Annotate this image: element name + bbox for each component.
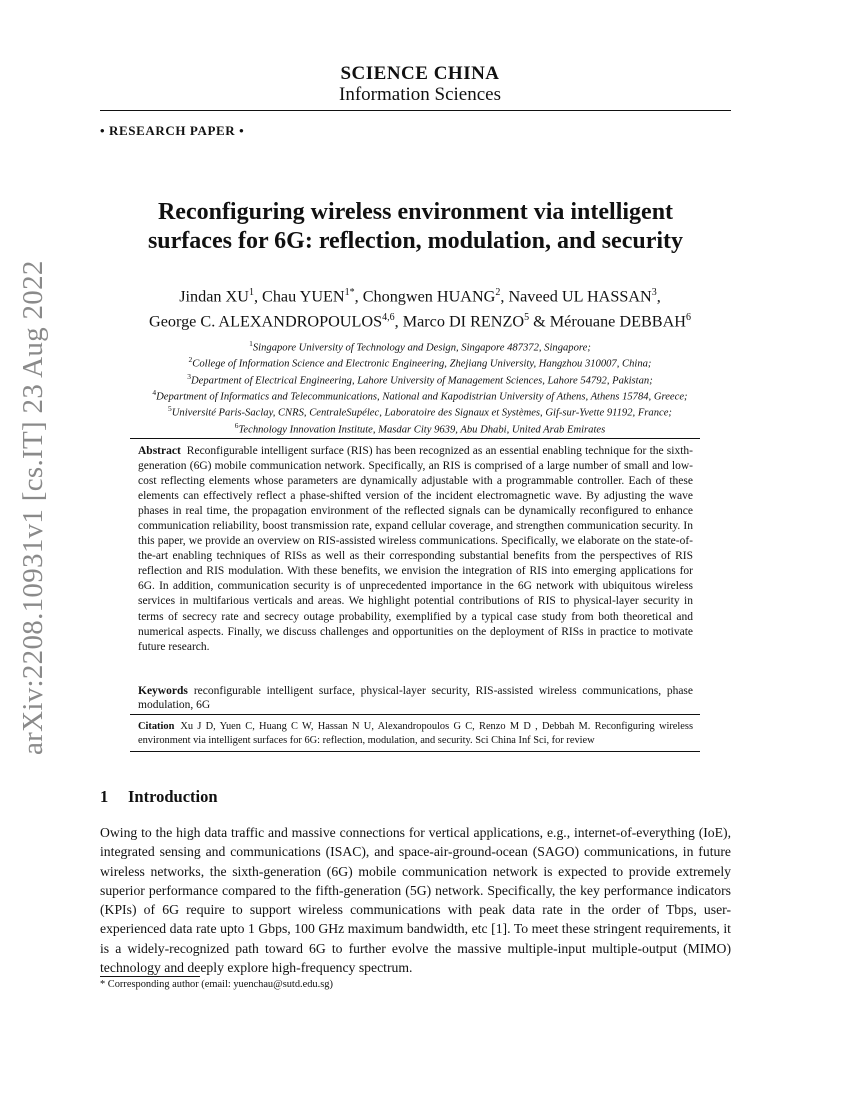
affiliation: $^2$College of Information Science and Electronic Engineering, Zhejiang University, Hangzhou 310007, China; (188, 355, 652, 370)
journal-subtitle: Information Sciences (339, 84, 501, 105)
author-affiliation-mark: 1* (344, 287, 355, 298)
footnote-rule (100, 976, 200, 977)
header-rule (100, 110, 731, 111)
abstract-top-rule (130, 438, 700, 439)
abstract (138, 444, 693, 655)
author-name: Mérouane DEBBAH (549, 312, 686, 331)
paper-type: • RESEARCH PAPER • (100, 123, 245, 138)
section-title: Introduction (128, 787, 218, 806)
affiliation-list (40, 338, 800, 436)
author-affiliation-mark: 4,6 (382, 312, 395, 324)
author-line-1: Jindan $XU^1$, Chau $YUEN^{1*}$, Chongwen HUANG$^2$, Naveed UL HASSAN$^3$, (179, 287, 661, 306)
paper-title (100, 198, 731, 256)
affiliation: $^1$Singapore University of Technology and Design, Singapore 487372, Singapore; (249, 339, 591, 354)
title-line-2: surfaces for 6G: reflection, modulation, and security (147, 228, 684, 254)
footnote: * Corresponding author (email: yuenchau@sutd.edu.sg) (100, 979, 333, 990)
author-name: Chau YUEN (262, 287, 345, 306)
citation-rule (130, 714, 700, 715)
affiliation: $^3$Department of Electrical Engineering, Lahore University of Management Sciences, Lahore 54792, Pakistan; (187, 371, 653, 387)
citation (138, 720, 693, 748)
author-list (80, 282, 760, 333)
keywords (138, 684, 693, 712)
section-heading (100, 787, 218, 807)
author-affiliation-mark: 5 (524, 312, 530, 324)
abstract-bottom-rule (130, 751, 700, 752)
author-line-2: George C. ALEXANDROPOULOS$^{4,6}$, Marco DI RENZO$^5$ & Mérouane DEBBAH$^6$ (149, 312, 691, 331)
author-name: Naveed UL HASSAN (508, 287, 652, 306)
keywords-label: Keywords (138, 685, 188, 697)
author-affiliation-mark: 1 (248, 287, 254, 298)
citation-label: Citation (138, 721, 175, 732)
author-affiliation-mark: 3 (651, 287, 657, 298)
author-affiliation-mark: 2 (495, 287, 501, 298)
journal-name: SCIENCE CHINA (340, 63, 500, 84)
citation-text: Xu J D, Yuen C, Huang C W, Hassan N U, Alexandropoulos G C, Renzo M D , Debbah M. Reconfiguring wireless environment via intelligent surfaces for 6G: reflection, modulation, and security. Sci China Inf Sci, for review (138, 721, 693, 746)
author-name: Chongwen HUANG (362, 287, 496, 306)
title-line-1: Reconfiguring wireless environment via intelligent (157, 199, 674, 225)
keywords-text: reconfigurable intelligent surface, physical-layer security, RIS-assisted wireless communications, phase modulation, 6G (138, 685, 693, 711)
author-affiliation-mark: 6 (685, 312, 691, 324)
abstract-text: Reconfigurable intelligent surface (RIS) has been recognized as an essential enabling technique for the sixth-generation (6G) mobile communication network. Specifically, an RIS is comprised of a large number of small and low-cost reflecting elements whose parameters are dynamically adjustable with a programmable controller. Each of these elements can effectively reflect a phase-shifted version of the incident electromagnetic wave. By adjusting the wave phases in real time, the propagation environment of the reflected signals can be dynamically reconfigured to enhance communication reliability, boost transmission rate, expand cellular coverage, and strengthen communication security. In this paper, we provide an overview on RIS-assisted wireless communications. Specifically, we elaborate on the state-of-the-art enabling techniques of RISs as well as their corresponding substantial benefits from the perspectives of RIS reflection and RIS modulation. With these benefits, we envision the integration of RIS into emerging applications for 6G. In addition, communication security is of unprecedented importance in the 6G network with ubiquitous wireless services in multifarious verticals and areas. We highlight potential contributions of RIS to physical-layer security in terms of secrecy rate and secrecy outage probability, exemplified by a typical case study from both theoretical and numerical aspects. Finally, we discuss challenges and opportunities on the deployment of RISs in practice to motivate future research. (138, 445, 693, 653)
abstract-label: Abstract (138, 445, 181, 457)
introduction-paragraph: Owing to the high data traffic and massive connections for vertical applications, e.g., internet-of-everything (IoE), integrated sensing and communications (ISAC), and space-air-ground-ocean (SAGO) communications, in future wireless networks, the sixth-generation (6G) mobile communication network is expected to provide extremely superior performance compared to the fifth-generation (5G) network. Specifically, the key performance indicators (KPIs) of 6G require to support wireless communications with peak data rate in the order of Tbps, user-experienced data rate upto 1 Gbps, 100 GHz maximum bandwidth, etc [1]. To meet these stringent requirements, it is a widely-recognized path toward 6G to further evolve the massive multiple-input multiple-output (MIMO) technology and deeply explore high-frequency spectrum. (100, 825, 731, 976)
affiliation: $^5$Université Paris-Saclay, CNRS, CentraleSupélec, Laboratoire des Signaux et Systèmes, Gif-sur-Yvette 91192, France; (168, 404, 672, 419)
author-name: Jindan XU (179, 287, 249, 306)
affiliation: $^6$Technology Innovation Institute, Masdar City 9639, Abu Dhabi, United Arab Emirates (234, 420, 606, 436)
section-number: 1 (100, 787, 109, 806)
author-name: George C. ALEXANDROPOULOS (149, 312, 383, 331)
arxiv-identifier: arXiv:2208.10931v1 [cs.IT] 23 Aug 2022 (17, 260, 49, 755)
author-name: Marco DI RENZO (402, 312, 525, 331)
affiliation: $^4$Department of Informatics and Telecommunications, National and Kapodistrian University of Athens, Athens 15784, Greece; (152, 387, 688, 403)
